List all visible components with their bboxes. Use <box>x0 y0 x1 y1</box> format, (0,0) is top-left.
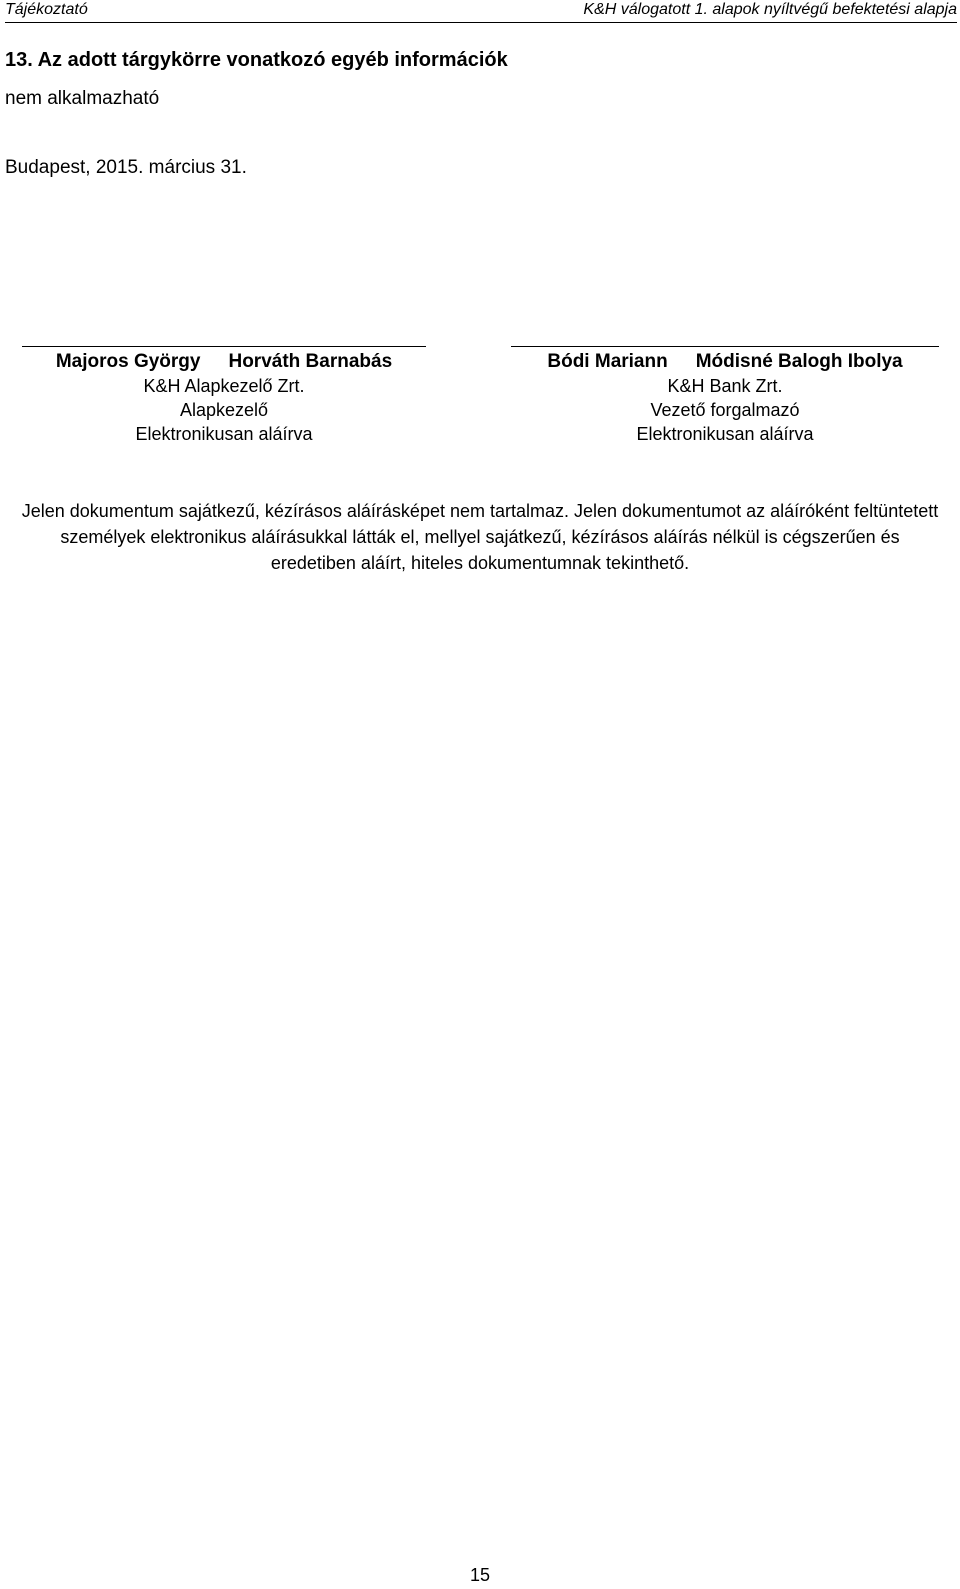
signatory-company: K&H Alapkezelő Zrt. <box>143 376 305 396</box>
header-fund-name: K&H válogatott 1. alapok nyíltvégű befektetési alapja <box>583 1 957 18</box>
signature-block-fund-manager <box>22 346 426 446</box>
signature-line <box>22 346 426 347</box>
signature-line <box>511 346 939 347</box>
signatory-name: Horváth Barnabás <box>228 351 393 372</box>
signatory-company: K&H Bank Zrt. <box>667 376 783 396</box>
header-document-type: Tájékoztató <box>5 1 88 18</box>
place-date: Budapest, 2015. március 31. <box>5 157 247 178</box>
electronic-signature-notice: Jelen dokumentum sajátkezű, kézírásos aláírásképet nem tartalmaz. Jelen dokumentumot az aláíróként feltüntetett személyek elektronikus aláírásukkal látták el, mellyel sajátkezű, kézírásos aláírás nélkül is cégszerűen és eredetiben aláírt, hiteles dokumentumnak tekinthető. <box>21 501 939 573</box>
signature-note: Elektronikusan aláírva <box>636 424 814 444</box>
signatory-role: Alapkezelő <box>179 400 269 420</box>
section-title: 13. Az adott tárgykörre vonatkozó egyéb információk <box>5 49 508 71</box>
signatory-names <box>22 349 426 374</box>
signatory-role: Vezető forgalmazó <box>650 400 800 420</box>
signatory-name: Módisné Balogh Ibolya <box>695 351 903 372</box>
signatory-name: Majoros György <box>55 351 201 372</box>
signatory-names <box>511 349 939 374</box>
signatory-name: Bódi Mariann <box>547 351 668 372</box>
page-header <box>5 0 957 23</box>
section-body: nem alkalmazható <box>5 88 160 109</box>
signature-note: Elektronikusan aláírva <box>135 424 313 444</box>
signature-block-distributor <box>511 346 939 446</box>
page-number: 15 <box>469 1565 491 1585</box>
